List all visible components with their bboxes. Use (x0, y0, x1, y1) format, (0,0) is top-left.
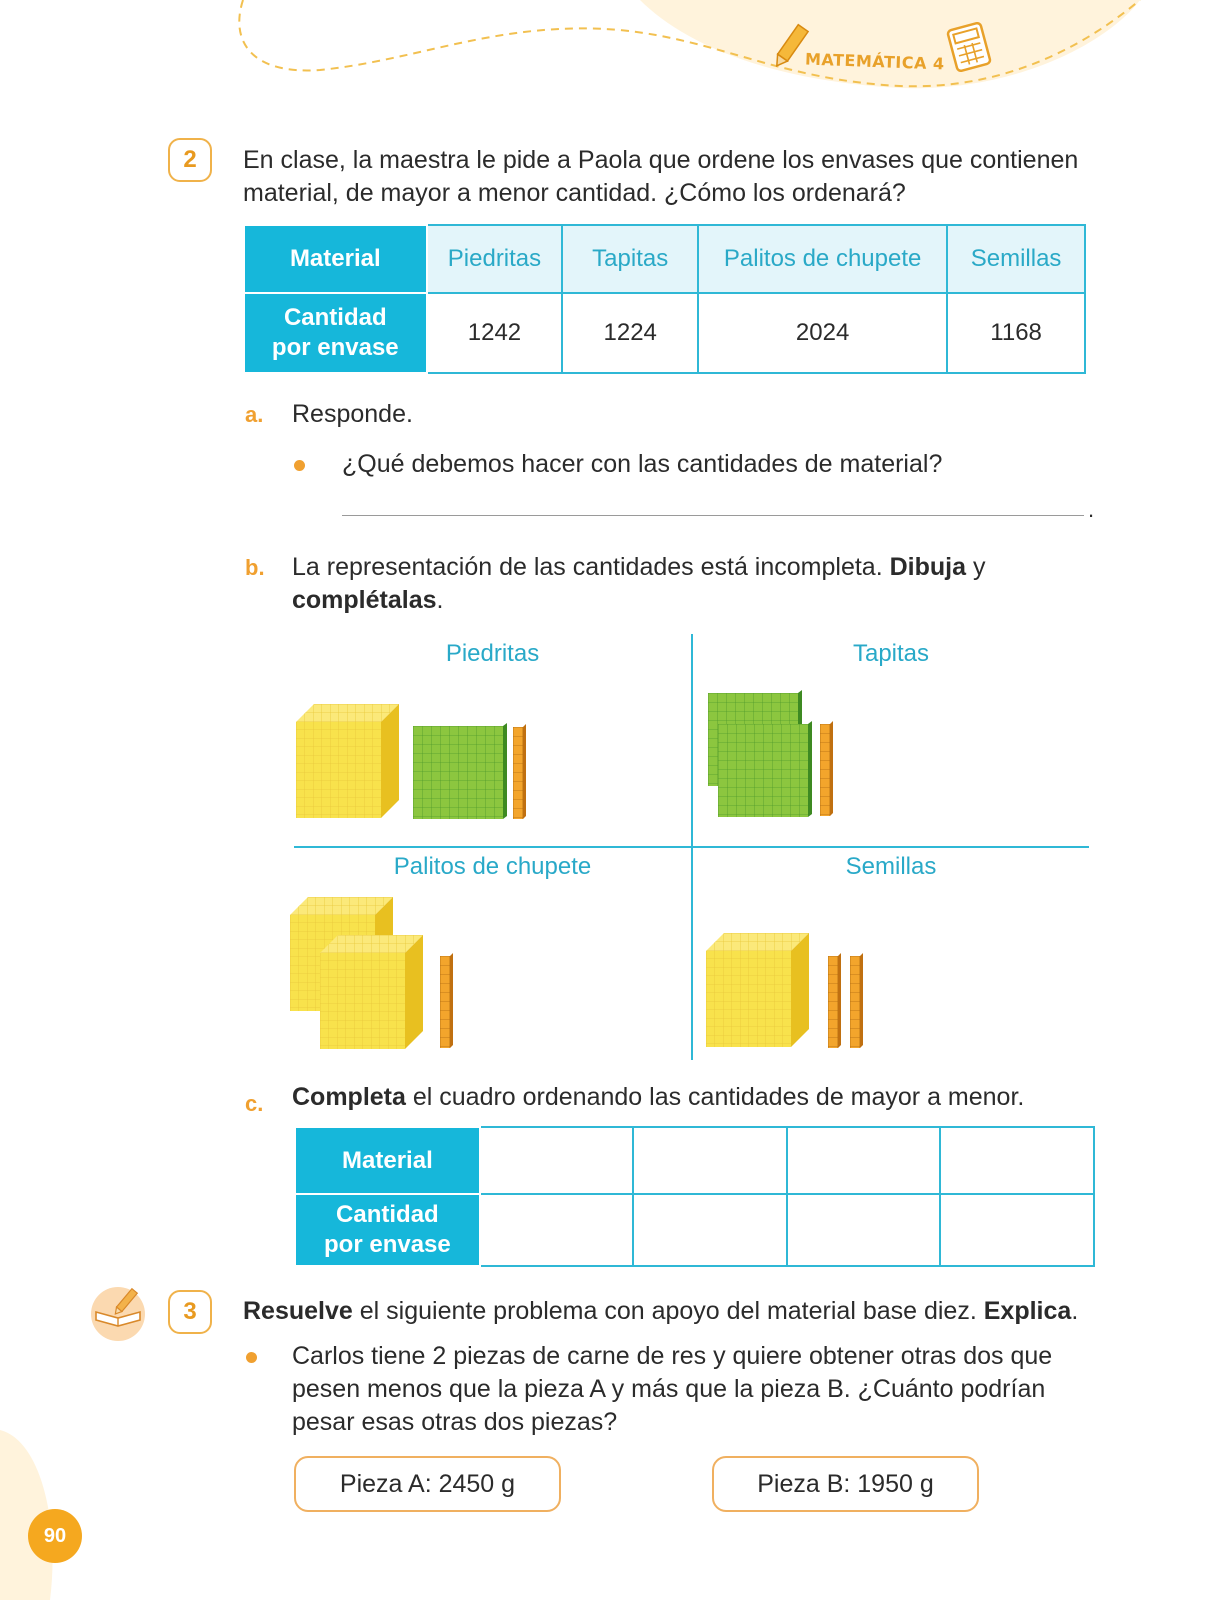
table-header-material: Material (244, 225, 427, 293)
problem-number-2: 2 (168, 138, 212, 182)
page-number: 90 (28, 1509, 82, 1563)
order-table-cell[interactable] (940, 1194, 1094, 1266)
table-material-palitos: Palitos de chupete (698, 225, 947, 293)
problem3-bold-resuelve: Resuelve (243, 1297, 353, 1325)
piedritas-flat (413, 723, 507, 819)
answer-line-end: . (1088, 497, 1095, 522)
bullet-dot (246, 1352, 257, 1363)
table-header-cantidad-line1: Cantidad (283, 304, 387, 331)
order-table (294, 1126, 1095, 1267)
tapitas-rod (820, 721, 833, 816)
table-material-piedritas: Piedritas (427, 225, 563, 293)
table-header-cantidad-line2: por envase (271, 334, 399, 361)
order-table-header-cantidad-line2: por envase (324, 1231, 451, 1258)
table-material-semillas: Semillas (947, 225, 1085, 293)
item-b-text1: La representación de las cantidades está incompleta. (292, 553, 883, 581)
item-letter-c: c. (245, 1091, 264, 1116)
tapitas-flat-front (718, 721, 812, 817)
item-b-bold-dibuja: Dibuja (889, 553, 967, 581)
quadrant-label-palitos: Palitos de chupete (393, 853, 592, 880)
problem3-line2: pesen menos que la pieza A y más que la pieza B. ¿Cuánto podrían (292, 1375, 1046, 1403)
problem3-line3: pesar esas otras dos piezas? (292, 1408, 618, 1436)
problem2-text-line2: material, de mayor a menor cantidad. ¿Cómo los ordenará? (243, 179, 906, 207)
item-b-text2: y (966, 553, 986, 581)
quadrant-label-tapitas: Tapitas (852, 640, 930, 667)
item-a-instruction-tail: . (405, 400, 413, 428)
problem2-text-line1: En clase, la maestra le pide a Paola que ordene los envases que contienen (243, 146, 1079, 174)
order-table-cell[interactable] (480, 1194, 634, 1266)
item-c-rest: el cuadro ordenando las cantidades de mayor a menor. (405, 1083, 1025, 1111)
order-table-cell[interactable] (480, 1127, 634, 1194)
problem3-text2: . (1071, 1297, 1079, 1325)
item-letter-b: b. (245, 555, 265, 580)
item-a-instruction-word: Responde (292, 400, 406, 428)
item-c-bold-completa: Completa (292, 1083, 406, 1111)
item-letter-a: a. (245, 402, 264, 427)
quadrant-label-piedritas: Piedritas (445, 640, 540, 667)
book-pencil-icon (88, 1284, 150, 1342)
problem3-text1: el siguiente problema con apoyo del material base diez. (352, 1297, 977, 1325)
piedritas-cube (296, 704, 399, 818)
item-c-text (292, 1081, 1024, 1114)
order-table-cell[interactable] (940, 1127, 1094, 1194)
order-table-cell[interactable] (633, 1127, 787, 1194)
order-table-cell[interactable] (787, 1127, 941, 1194)
header-title: MATEMÁTICA 4 (804, 49, 945, 74)
piece-a-box: Pieza A: 2450 g (294, 1456, 561, 1512)
order-table-header-cantidad-line1: Cantidad (336, 1201, 439, 1228)
quadrant-label-semillas: Semillas (845, 853, 937, 880)
palitos-rod (440, 953, 453, 1048)
order-table-cell[interactable] (633, 1194, 787, 1266)
semillas-rod-2 (850, 953, 863, 1048)
order-table-header-material: Material (295, 1127, 480, 1194)
table-quantity-palitos: 2024 (698, 293, 947, 373)
item-b-text3: . (436, 586, 444, 614)
table-quantity-semillas: 1168 (947, 293, 1085, 373)
table-quantity-piedritas: 1242 (427, 293, 563, 373)
problem3-statement (243, 1295, 1078, 1328)
table-quantity-tapitas: 1224 (562, 293, 698, 373)
problem3-line1: Carlos tiene 2 piezas de carne de res y quiere obtener otras dos que (292, 1342, 1053, 1370)
palitos-cube-front (320, 935, 423, 1049)
table-material-tapitas: Tapitas (562, 225, 698, 293)
item-b-bold-completalas: complétalas (292, 586, 437, 614)
item-a-question: ¿Qué debemos hacer con las cantidades de material? (342, 450, 943, 478)
order-table-cell[interactable] (787, 1194, 941, 1266)
problem3-bold-explica: Explica (983, 1297, 1072, 1325)
piedritas-rod (513, 724, 526, 819)
order-table-header-cantidad (295, 1194, 480, 1266)
semillas-cube (706, 933, 809, 1047)
problem-number-3: 3 (168, 1290, 212, 1334)
semillas-rod-1 (828, 953, 841, 1048)
piece-b-box: Pieza B: 1950 g (712, 1456, 979, 1512)
